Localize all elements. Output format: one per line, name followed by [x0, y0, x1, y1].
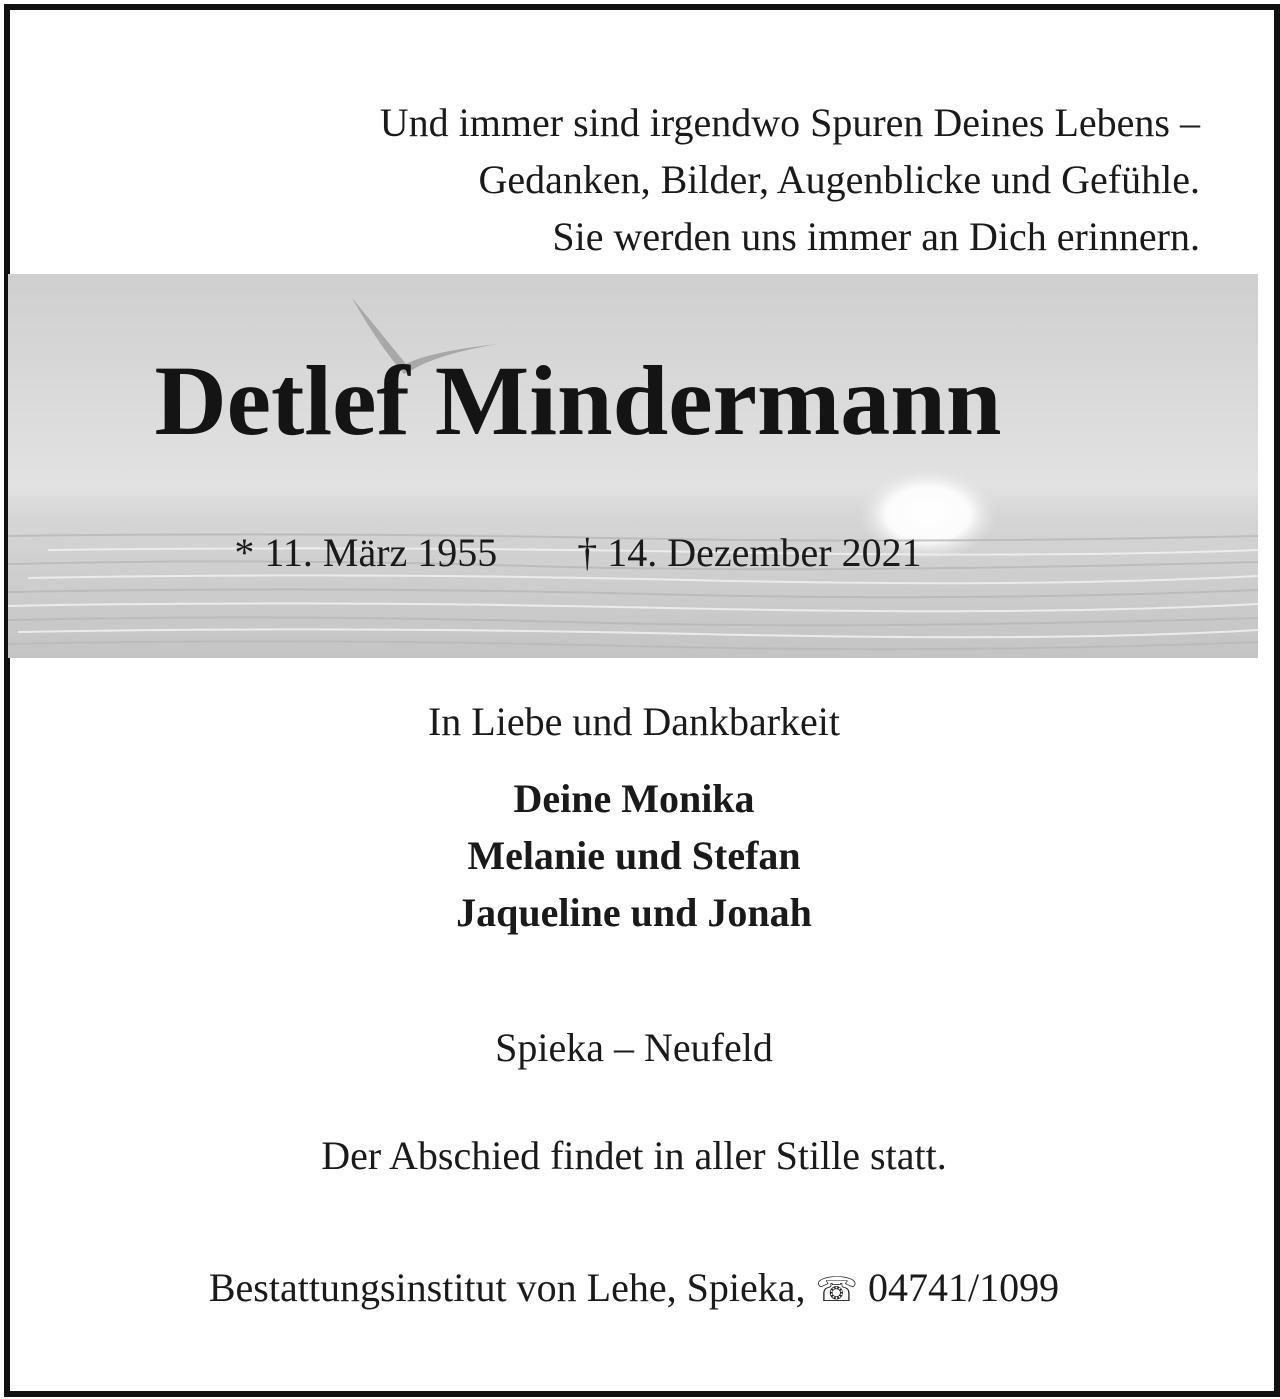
- farewell-note: Der Abschied findet in aller Stille statt.: [321, 1133, 947, 1178]
- seascape-image: [8, 274, 1258, 658]
- undertaker-phone: 04741/1099: [868, 1265, 1060, 1310]
- dedication: In Liebe und Dankbarkeit: [427, 699, 841, 744]
- poem-line: Und immer sind irgendwo Spuren Deines Lebens –: [379, 100, 1200, 145]
- family-member: Deine Monika: [513, 776, 755, 821]
- family-member: Jaqueline und Jonah: [456, 890, 812, 935]
- undertaker-info: [0, 1262, 1268, 1316]
- poem-line: Sie werden uns immer an Dich erinnern.: [552, 214, 1200, 259]
- death-date: † 14. Dezember 2021: [577, 530, 922, 575]
- phone-icon: ☏: [815, 1270, 858, 1310]
- seascape-banner: [8, 274, 1258, 658]
- place: Spieka – Neufeld: [495, 1025, 773, 1070]
- family-member: Melanie und Stefan: [467, 833, 801, 878]
- poem: [200, 94, 1200, 265]
- birth-date: * 11. März 1955: [234, 530, 498, 575]
- life-dates: [8, 528, 1258, 578]
- family-list: [0, 770, 1268, 941]
- deceased-name: Detlef Mindermann: [154, 345, 1002, 456]
- poem-line: Gedanken, Bilder, Augenblicke und Gefühle.: [478, 157, 1200, 202]
- undertaker-name: Bestattungsinstitut von Lehe, Spieka,: [208, 1265, 806, 1310]
